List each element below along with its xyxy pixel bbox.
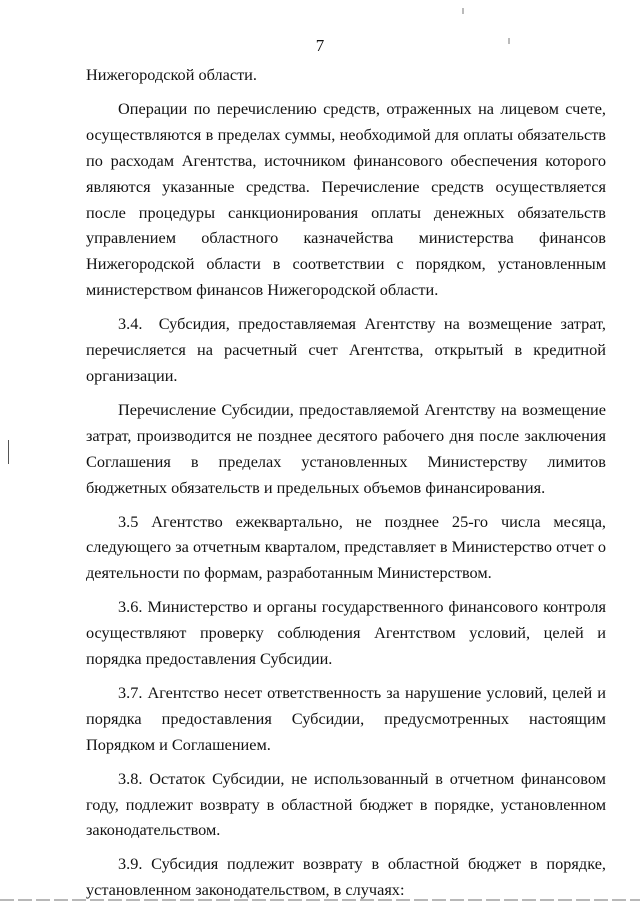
paragraph-3-7: 3.7. Агентство несет ответственность за нарушение условий, целей и порядка предоставления Субсидии, предусмотренных настоящим Порядком и Соглашением. [86,682,606,754]
paragraph-3-6: 3.6. Министерство и органы государственного финансового контроля осуществляют проверку соблюдения Агентством условий, целей и порядка предоставления Субсидии. [86,597,606,669]
page-number: 7 [315,36,325,55]
paragraph-3-8: 3.8. Остаток Субсидии, не использованный в отчетном финансовом году, подлежит возврату в областной бюджет в порядке, установленном законодательством. [86,768,606,840]
scan-artifact-bottom [0,899,640,901]
document-body [86,62,606,911]
scan-artifact-dot [508,38,510,44]
paragraph-operations: Операции по перечислению средств, отраженных на лицевом счете, осуществляются в пределах суммы, необходимой для оплаты обязательств по расходам Агентства, источником финансового обеспечения которого являются указанные средства. Перечисление средств осуществляется после процедуры санкционирования оплаты денежных обязательств управлением областного казначейства министерства финансов Нижегородской области в соответствии с порядком, установленным министерством финансов Нижегородской области. [86,98,606,300]
paragraph-3-9: 3.9. Субсидия подлежит возврату в областной бюджет в порядке, установленном законодательством, в случаях: [86,854,606,900]
paragraph-continuation: Нижегородской области. [86,65,257,84]
paragraph-3-5: 3.5 Агентство ежеквартально, не позднее 25-го числа месяца, следующего за отчетным кварталом, представляет в Министерство отчет о деятельности по формам, разработанным Министерством. [86,511,606,583]
scan-artifact-left [8,440,9,464]
scan-artifact-dot [462,8,464,14]
paragraph-3-4: 3.4. Субсидия, предоставляемая Агентству на возмещение затрат, перечисляется на расчетный счет Агентства, открытый в кредитной организации. [86,314,606,385]
paragraph-subsidy-transfer: Перечисление Субсидии, предоставляемой Агентству на возмещение затрат, производится не позднее десятого рабочего дня после заключения Соглашения в пределах установленных Министерству лимитов бюджетных обязательств и предельных объемов финансирования. [86,399,606,497]
